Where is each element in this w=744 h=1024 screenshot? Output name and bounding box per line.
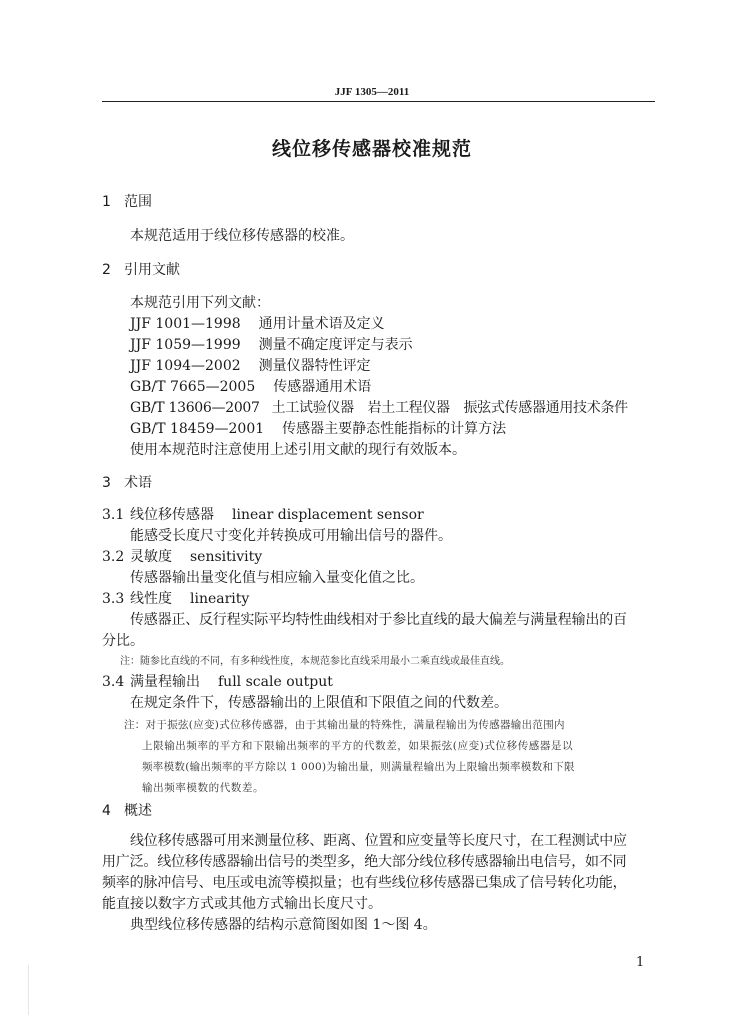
- section-title: 引用文献: [124, 262, 180, 278]
- section-1-heading: [102, 193, 152, 211]
- reference-name: 传感器主要静态性能指标的计算方法: [282, 421, 507, 437]
- term-chinese: 灵敏度: [130, 549, 172, 565]
- term-heading: [102, 506, 424, 524]
- overview-line: 频率的脉冲信号、电压或电流等模拟量；也有些线位移传感器已集成了信号转化功能，: [102, 875, 627, 891]
- reference-code: JJF 1001—1998: [130, 316, 241, 332]
- reference-item: [130, 336, 413, 354]
- references-closing: 使用本规范时注意使用上述引用文献的现行有效版本。: [130, 442, 466, 458]
- section-2-heading: [102, 261, 180, 279]
- section-1-body: 本规范适用于线位移传感器的校准。: [130, 228, 354, 244]
- section-3-heading: [102, 474, 152, 492]
- term-note-line: 上限输出频率的平方和下限输出频率的平方的代数差，如果振弦(应变)式位移传感器是以: [142, 740, 574, 752]
- term-english: linearity: [190, 591, 250, 607]
- section-number: 1: [102, 194, 111, 210]
- term-chinese: 线性度: [130, 591, 172, 607]
- section-title: 术语: [124, 475, 152, 491]
- section-number: 4: [102, 803, 111, 819]
- term-definition: 能感受长度尺寸变化并转换成可用输出信号的器件。: [130, 528, 452, 544]
- term-note-line: 注：对于振弦(应变)式位移传感器，由于其输出量的特殊性，满量程输出为传感器输出范围内: [124, 719, 565, 731]
- reference-code: GB/T 18459—2001: [130, 421, 265, 437]
- page-title: 线位移传感器校准规范: [271, 138, 472, 160]
- term-chinese: 线位移传感器: [130, 507, 214, 523]
- reference-code: JJF 1094—2002: [130, 358, 241, 374]
- overview-line: 能直接以数字方式或其他方式输出长度尺寸。: [102, 896, 382, 912]
- term-number: 3.2: [102, 549, 125, 565]
- header-divider: [102, 101, 655, 102]
- term-heading: [102, 548, 262, 566]
- reference-item: [130, 315, 385, 333]
- reference-name: 测量仪器特性评定: [258, 358, 371, 374]
- term-definition: 传感器正、反行程实际平均特性曲线相对于参比直线的最大偏差与满量程输出的百: [130, 612, 627, 628]
- section-number: 2: [102, 262, 111, 278]
- document-code-header: JJF 1305—2011: [334, 86, 410, 98]
- reference-code: GB/T 7665—2005: [130, 379, 256, 395]
- reference-name: 通用计量术语及定义: [258, 316, 385, 332]
- section-number: 3: [102, 475, 111, 491]
- term-note-line: 频率模数(输出频率的平方除以 1 000)为输出量，则满量程输出为上限输出频率模数和下限: [142, 761, 575, 773]
- reference-name: 传感器通用术语: [273, 379, 372, 395]
- term-english: sensitivity: [190, 549, 263, 565]
- section-title: 概述: [124, 803, 152, 819]
- term-number: 3.3: [102, 591, 125, 607]
- overview-line: 典型线位移传感器的结构示意简图如图 1～图 4。: [130, 917, 437, 933]
- term-definition: 在规定条件下，传感器输出的上限值和下限值之间的代数差。: [130, 695, 508, 711]
- reference-name: 测量不确定度评定与表示: [258, 337, 413, 353]
- reference-name: 土工试验仪器 岩土工程仪器 振弦式传感器通用技术条件: [271, 400, 628, 416]
- page-number: 1: [636, 955, 645, 970]
- term-number: 3.1: [102, 507, 125, 523]
- overview-line: 线位移传感器可用来测量位移、距离、位置和应变量等长度尺寸，在工程测试中应: [130, 833, 627, 849]
- section-4-heading: [102, 802, 152, 820]
- reference-item: [130, 399, 628, 417]
- reference-code: JJF 1059—1999: [130, 337, 241, 353]
- reference-item: [130, 357, 371, 375]
- section-title: 范围: [124, 194, 152, 210]
- scan-edge-mark: [28, 965, 29, 1015]
- term-english: linear displacement sensor: [232, 507, 424, 523]
- term-heading: [102, 590, 249, 608]
- overview-line: 用广泛。线位移传感器输出信号的类型多，绝大部分线位移传感器输出电信号，如不同: [102, 854, 627, 870]
- term-note: 注：随参比直线的不同，有多种线性度，本规范参比直线采用最小二乘直线或最佳直线。: [120, 656, 510, 667]
- term-definition: 传感器输出量变化值与相应输入量变化值之比。: [130, 570, 424, 586]
- term-note-line: 输出频率模数的代数差。: [142, 782, 265, 794]
- term-heading: [102, 673, 333, 691]
- term-english: full scale output: [218, 674, 333, 690]
- reference-item: [130, 378, 371, 396]
- term-number: 3.4: [102, 674, 125, 690]
- term-chinese: 满量程输出: [130, 674, 200, 690]
- term-definition-continued: 分比。: [102, 633, 144, 649]
- reference-item: [130, 420, 506, 438]
- reference-code: GB/T 13606—2007: [130, 400, 260, 416]
- references-intro: 本规范引用下列文献：: [130, 295, 270, 311]
